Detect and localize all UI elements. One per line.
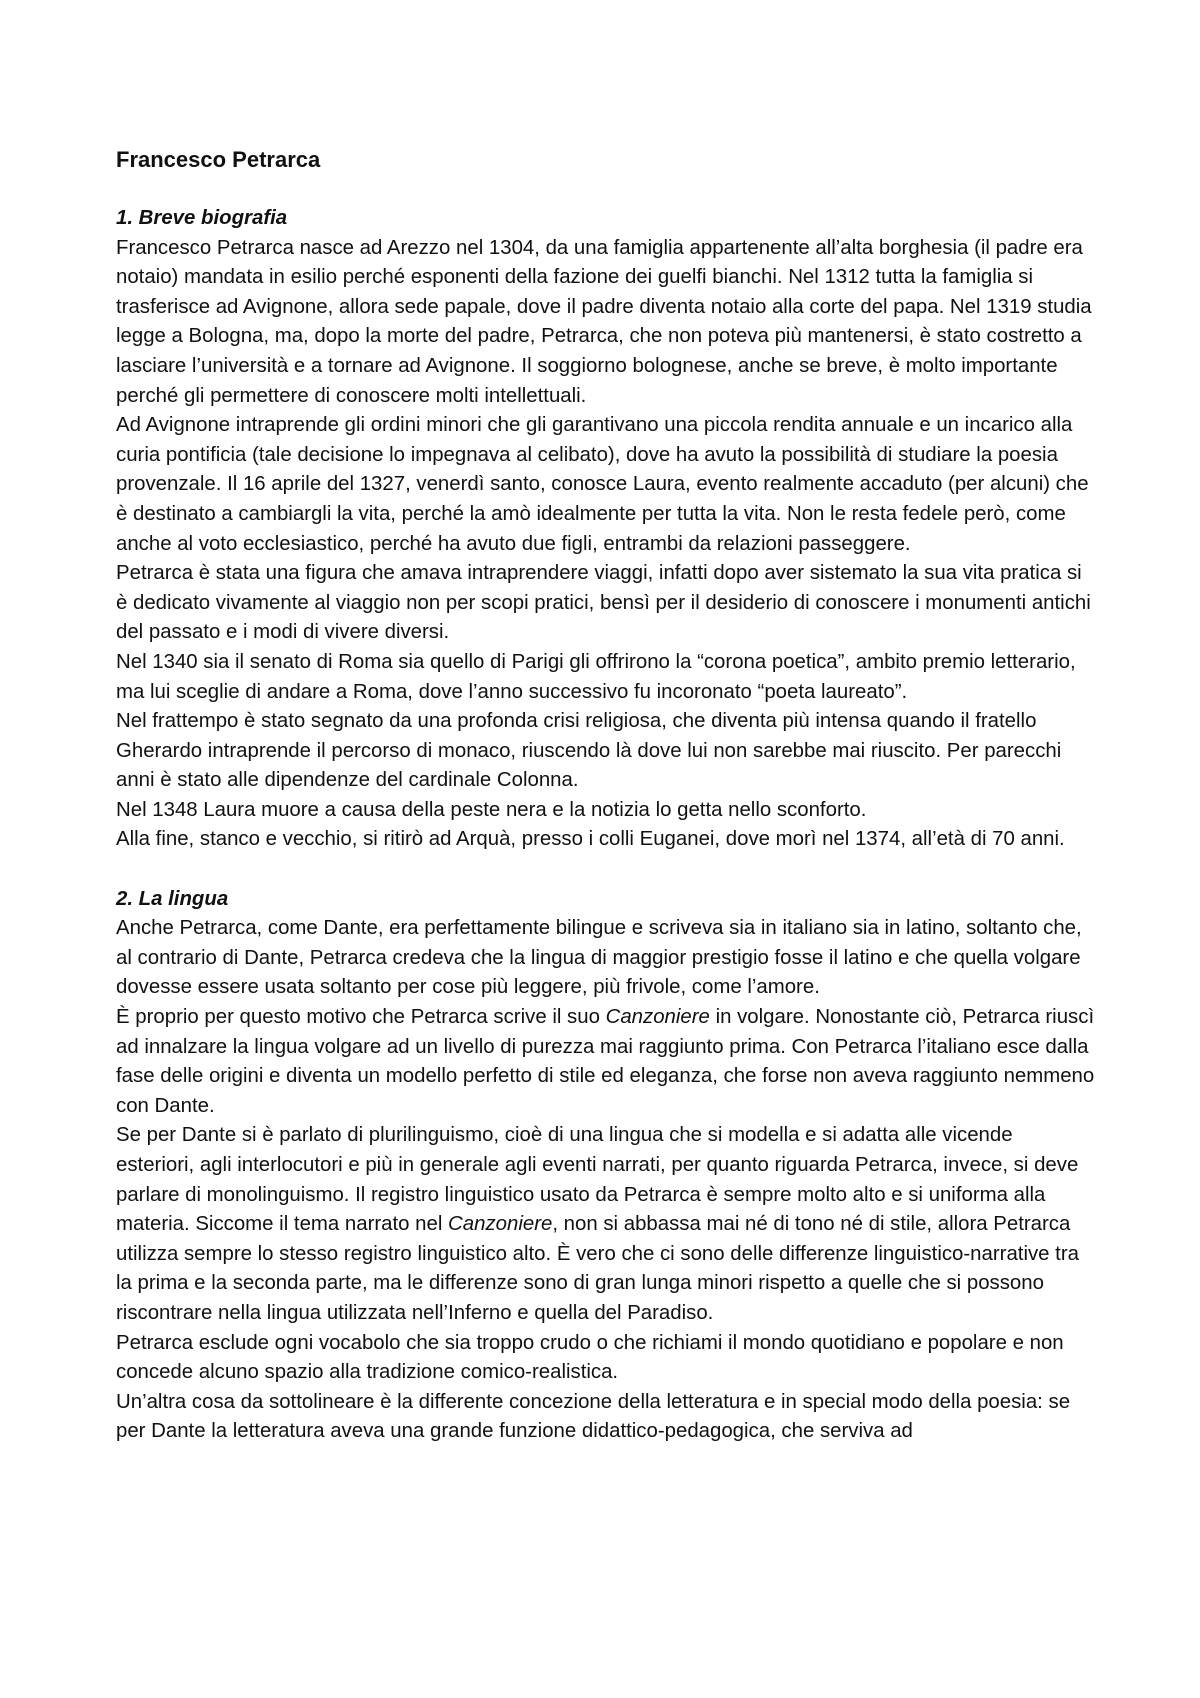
text-run: Petrarca è stata una figura che amava intraprendere viaggi, infatti dopo aver sistemato la sua vita pratica si è dedicato vivamente al viaggio non per scopi pratici, bensì per il desiderio di conoscere i monumenti antichi del passato e i modi di vivere diversi. [116, 562, 1091, 644]
section-2 [116, 885, 1096, 1447]
section-heading: 2. La lingua [116, 887, 229, 910]
paragraph [116, 411, 1096, 559]
text-run: , non si abbassa mai né di tono né di stile, allora Petrarca utilizza sempre lo stesso registro linguistico alto. È vero che ci sono delle differenze linguistico-narrative tra la prima e la seconda parte, ma le differenze sono di gran lunga minori rispetto a quelle che si possono riscontrare nella lingua utilizzata nell’Inferno e quella del Paradiso. [116, 1213, 1079, 1324]
paragraph [116, 825, 1096, 855]
text-run: Nel 1340 sia il senato di Roma sia quello di Parigi gli offrirono la “corona poetica”, ambito premio letterario, ma lui sceglie di andare a Roma, dove l’anno successivo fu incoronato “poeta laureato”. [116, 650, 1076, 703]
paragraph [116, 1003, 1096, 1121]
paragraph [116, 1121, 1096, 1328]
text-run: Petrarca esclude ogni vocabolo che sia troppo crudo o che richiami il mondo quotidiano e popolare e non concede alcuno spazio alla tradizione comico-realistica. [116, 1331, 1064, 1384]
paragraph [116, 707, 1096, 796]
section-heading: 1. Breve biografia [116, 207, 288, 229]
paragraph [116, 559, 1096, 648]
document-body [116, 204, 1096, 1447]
text-run: È proprio per questo motivo che Petrarca scrive il suo [116, 1006, 606, 1029]
text-run: Anche Petrarca, come Dante, era perfettamente bilingue e scriveva sia in italiano sia in latino, soltanto che, al contrario di Dante, Petrarca credeva che la lingua di maggior prestigio fosse il latino e che quella volgare dovesse essere usata soltanto per cose più leggere, più frivole, come l’amore. [116, 917, 1082, 999]
paragraph [116, 796, 1096, 826]
paragraph [116, 914, 1096, 1003]
paragraph [116, 1388, 1096, 1447]
document-title: Francesco Petrarca [116, 147, 321, 172]
text-run: Se per Dante si è parlato di plurilinguismo, cioè di una lingua che si modella e si adatta alle vicende esteriori, agli interlocutori e più in generale agli eventi narrati, per quanto riguarda Petrarca, invece, si deve parlare di monolinguismo. Il registro linguistico usato da Petrarca è sempre molto alto e si uniforma alla materia. Siccome il tema narrato nel [116, 1124, 1079, 1236]
text-run: Nel frattempo è stato segnato da una profonda crisi religiosa, che diventa più intensa quando il fratello Gherardo intraprende il percorso di monaco, riuscendo là dove lui non sarebbe mai riuscito. Per parecchi anni è stato alle dipendenze del cardinale Colonna. [116, 710, 1062, 792]
paragraph [116, 234, 1096, 412]
italic-title: Canzoniere [605, 1006, 710, 1029]
document-page [116, 145, 1096, 1477]
paragraph [116, 1329, 1096, 1388]
paragraph [116, 648, 1096, 707]
text-run: Francesco Petrarca nasce ad Arezzo nel 1304, da una famiglia appartenente all’alta borghesia (il padre era notaio) mandata in esilio perché esponenti della fazione dei guelfi bianchi. Nel 1312 tutta la famiglia si trasferisce ad Avignone, allora sede papale, dove il padre diventa notaio alla corte del papa. Nel 1319 studia legge a Bologna, ma, dopo la morte del padre, Petrarca, che non poteva più mantenersi, è stato costretto a lasciare l’università e a tornare ad Avignone. Il soggiorno bolognese, anche se breve, è molto importante perché gli permettere di conoscere molti intellettuali. [116, 236, 1092, 407]
text-run: Alla fine, stanco e vecchio, si ritirò ad Arquà, presso i colli Euganei, dove morì nel 1374, all’età di 70 anni. [116, 828, 1065, 851]
text-run: in volgare. Nonostante ciò, Petrarca riuscì ad innalzare la lingua volgare ad un livello di purezza mai raggiunto prima. Con Petrarca l’italiano esce dalla fase delle origini e diventa un modello perfetto di stile ed eleganza, che forse non aveva raggiunto nemmeno con Dante. [116, 1006, 1095, 1117]
text-run: Ad Avignone intraprende gli ordini minori che gli garantivano una piccola rendita annuale e un incarico alla curia pontificia (tale decisione lo impegnava al celibato), dove ha avuto la possibilità di studiare la poesia provenzale. Il 16 aprile del 1327, venerdì santo, conosce Laura, evento realmente accaduto (per alcuni) che è destinato a cambiargli la vita, perché la amò idealmente per tutta la vita. Non le resta fedele però, come anche al voto ecclesiastico, perché ha avuto due figli, entrambi da relazioni passeggere. [116, 414, 1089, 555]
text-run: Nel 1348 Laura muore a causa della peste nera e la notizia lo getta nello sconforto. [116, 798, 867, 821]
italic-title: Canzoniere [448, 1213, 553, 1236]
text-run: Un’altra cosa da sottolineare è la differente concezione della letteratura e in special modo della poesia: se per Dante la letteratura aveva una grande funzione didattico-pedagogica, che serviva ad [116, 1390, 1071, 1443]
section-1 [116, 204, 1096, 855]
